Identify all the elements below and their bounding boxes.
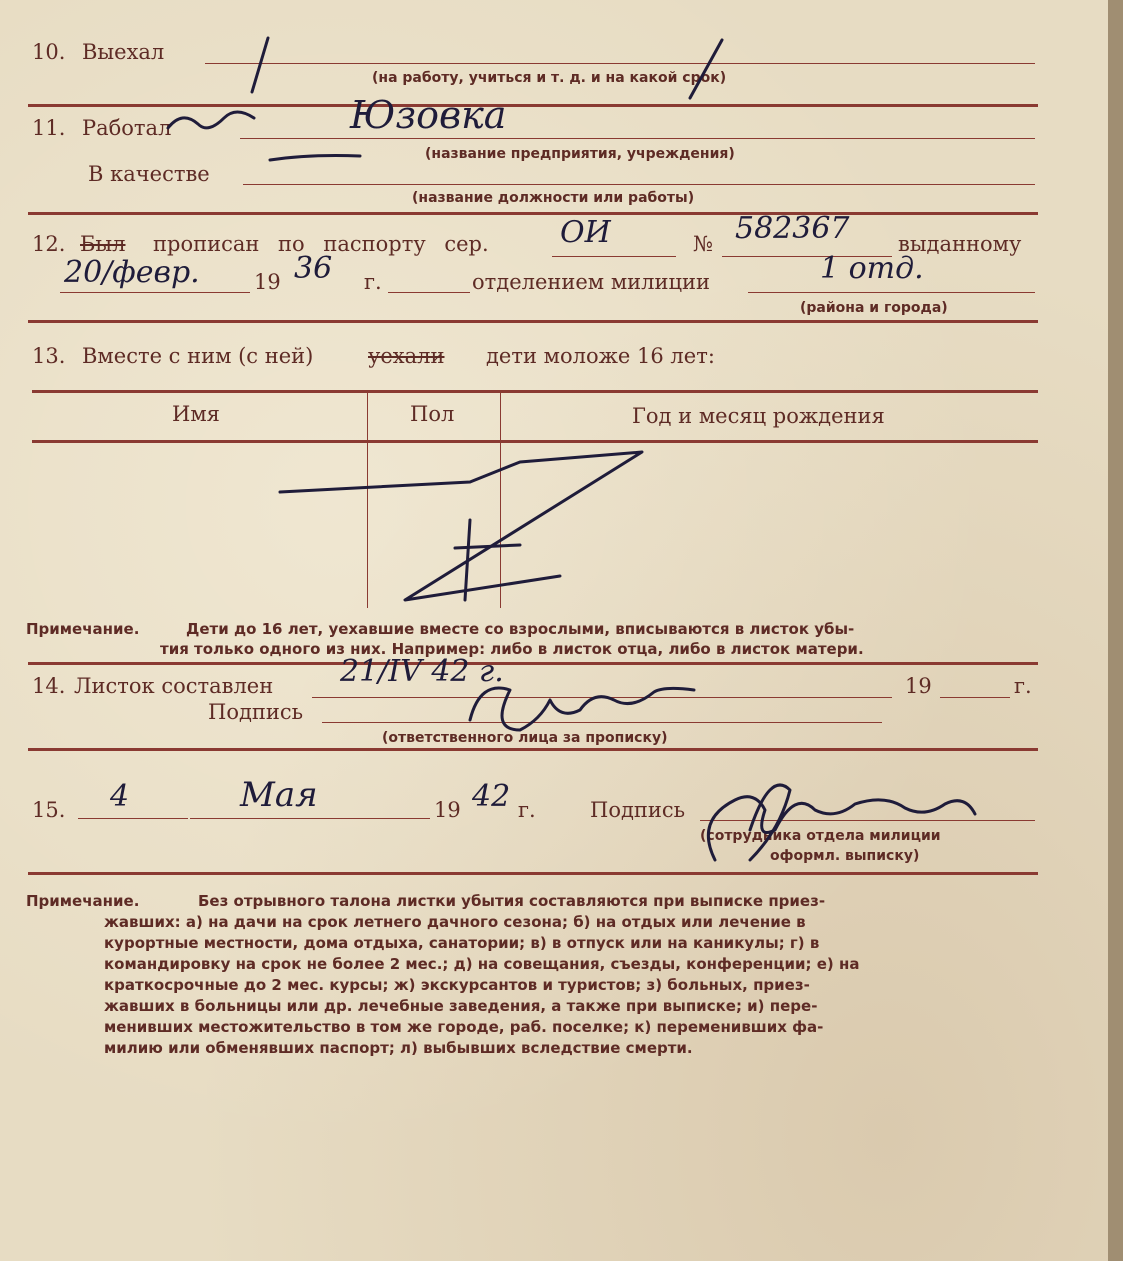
s11-role-label: В качестве [88, 162, 210, 186]
s12-year-prefix: 19 [254, 270, 281, 294]
note1-line2: тия только одного из них. Например: либо в листок отца, либо в листок матери. [160, 640, 864, 658]
note2-title: Примечание. [26, 892, 140, 910]
note2-line3: курортные местности, дома отдыха, санатории; в) в отпуск или на каникулы; г) в [104, 934, 820, 952]
note2-line4: командировку на срок не более 2 мес.; д) на совещания, съезды, конференции; е) на [104, 955, 860, 973]
s10-label: Выехал [82, 40, 165, 64]
dash-mark-11 [270, 156, 360, 161]
note1-title: Примечание. [26, 620, 140, 638]
hw-issue-year: 36 [294, 251, 333, 286]
scribble-11 [168, 112, 254, 128]
hw-issue-date: 20/февр. [64, 255, 200, 290]
s13-label-b: дети моложе 16 лет: [486, 344, 715, 368]
s14-label: Листок составлен [74, 674, 274, 698]
hw-passport-no: 582367 [735, 211, 850, 246]
hw-date15-day: 4 [110, 779, 130, 814]
note2-line8: милию или обменявших паспорт; л) выбывших вследствие смерти. [104, 1039, 693, 1057]
hw-series: ОИ [560, 215, 611, 250]
s15-caption2: оформл. выписку) [770, 848, 920, 864]
s12-caption: (района и города) [800, 300, 948, 316]
s14-caption: (ответственного лица за прописку) [382, 730, 668, 746]
col-name: Имя [172, 402, 220, 426]
s12-label: прописан по паспорту сер. [153, 232, 489, 256]
hw-date15-month: Мая [240, 775, 318, 815]
s14-year-suffix: г. [1014, 674, 1032, 698]
s11-number: 11. [32, 116, 66, 140]
hw-office: 1 отд. [820, 251, 924, 286]
note1-line1: Дети до 16 лет, уехавшие вместе со взрослыми, вписываются в листок убы- [186, 620, 855, 638]
s11-role-caption: (название должности или работы) [412, 190, 695, 206]
note2-line6: жавших в больницы или др. лечебные заведения, а также при выписке; и) пере- [104, 997, 818, 1015]
s15-caption1: (сотрудника отдела милиции [700, 828, 941, 844]
note2-line5: краткосрочные до 2 мес. курсы; ж) экскурсантов и туристов; з) больных, приез- [104, 976, 810, 994]
hw-date15-year: 42 [472, 779, 511, 814]
col-sex: Пол [410, 402, 455, 426]
signature-14 [470, 688, 694, 730]
s13-label-a: Вместе с ним (с ней) [82, 344, 314, 368]
s12-number: 12. [32, 232, 66, 256]
s12-year-suffix: г. [364, 270, 382, 294]
s12-prefix: Был [80, 232, 126, 256]
hw-compiled-date: 21/IV 42 г. [340, 654, 504, 689]
note2-line1: Без отрывного талона листки убытия составляются при выписке приез- [198, 892, 826, 910]
s15-year-suffix: г. [518, 798, 536, 822]
s10-number: 10. [32, 40, 66, 64]
signature-15 [708, 797, 975, 860]
s14-number: 14. [32, 674, 66, 698]
s15-year-prefix: 19 [434, 798, 461, 822]
dash-mark-10 [252, 38, 268, 92]
note2-line7: менивших местожительство в том же городе, раб. поселке; к) переменивших фа- [104, 1018, 824, 1036]
s11-caption: (название предприятия, учреждения) [425, 146, 735, 162]
s12-no-label: № [693, 232, 713, 256]
hw-work-place: Юзовка [350, 93, 507, 137]
note2-line2: жавших: а) на дачи на срок летнего дачного сезона; б) на отдых или лечение в [104, 913, 806, 931]
dash-mark-10b [690, 40, 722, 98]
s14-year-prefix: 19 [905, 674, 932, 698]
s13-number: 13. [32, 344, 66, 368]
s15-number: 15. [32, 798, 66, 822]
s12-office-label: отделением милиции [472, 270, 710, 294]
s12-issued-label: выданному [898, 232, 1022, 256]
col-birth: Год и месяц рождения [632, 404, 885, 428]
sheet-edge-background [1108, 0, 1123, 1261]
s14-sign-label: Подпись [208, 700, 304, 724]
s15-sign-label: Подпись [590, 798, 686, 822]
s10-caption: (на работу, учиться и т. д. и на какой срок) [372, 70, 727, 86]
s13-struck: уехали [368, 344, 445, 368]
z-crossout [280, 452, 642, 600]
s11-label: Работал [82, 116, 172, 140]
